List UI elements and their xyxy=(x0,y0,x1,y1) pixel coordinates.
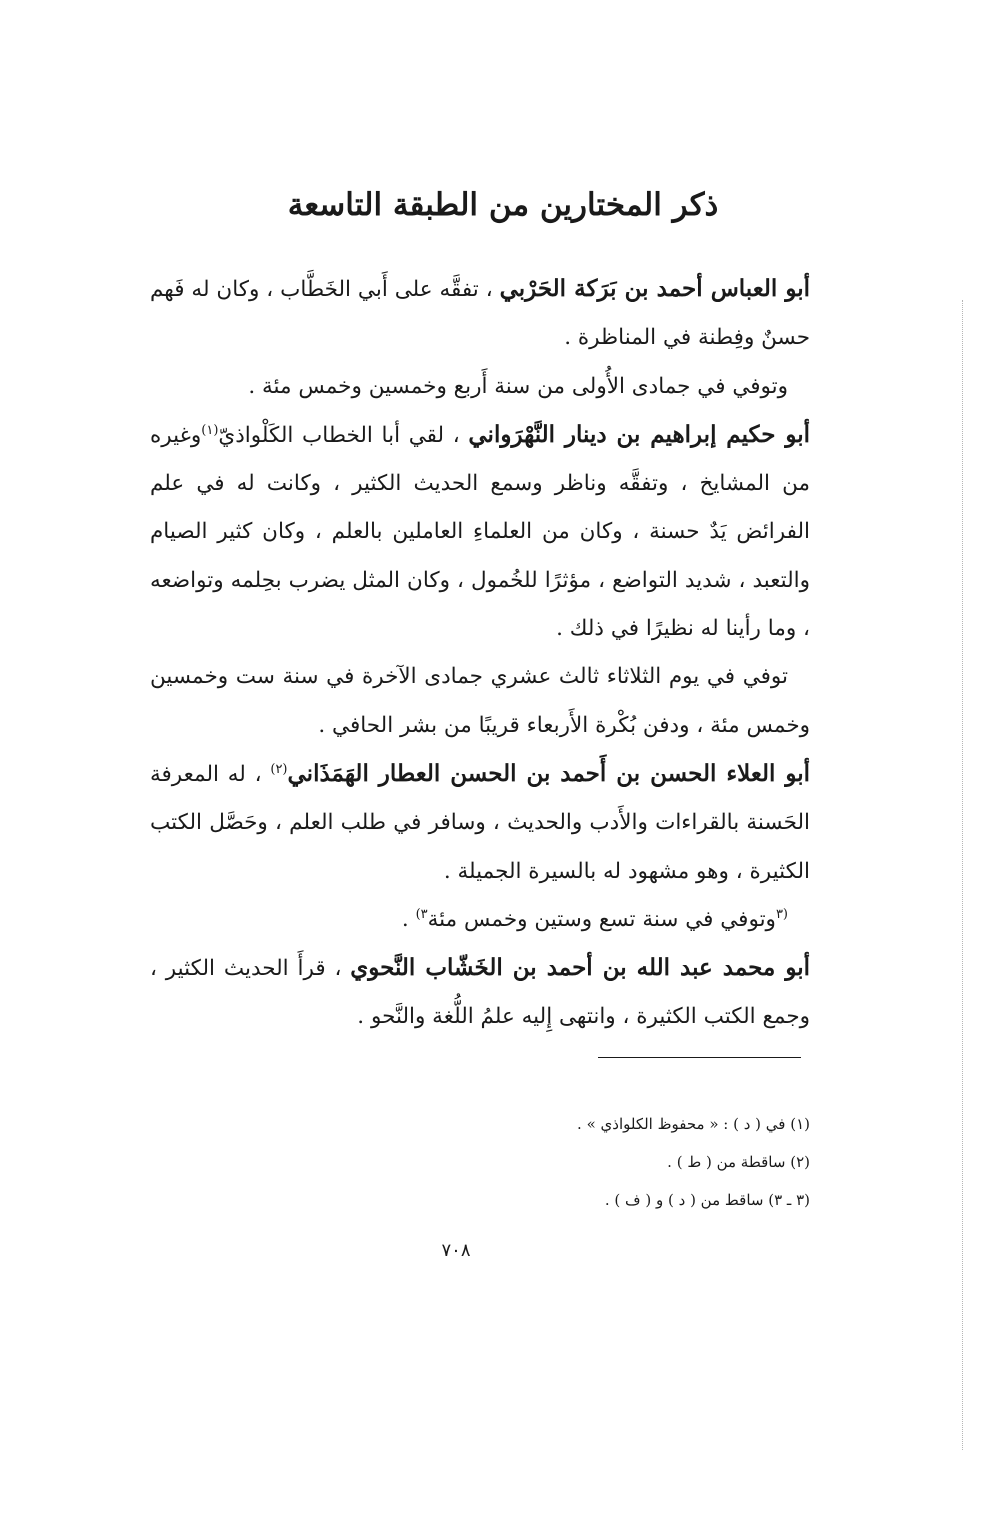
entry-text: ، لقي أبا الخطاب الكَلْواذيّ xyxy=(218,422,469,448)
death-paragraph xyxy=(150,363,810,411)
entry-paragraph xyxy=(150,411,810,653)
person-name: أبو محمد عبد الله بن أحمد بن الخَشّاب النَّحوي xyxy=(350,954,810,982)
chapter-heading: ذكر المختارين من الطبقة التاسعة xyxy=(287,187,719,223)
footnote: (٣ ـ ٣) ساقط من ( د ) و ( ف ) . xyxy=(604,1191,810,1209)
entry-text: وتوفي في سنة تسع وستين وخمس مئة xyxy=(427,906,776,932)
entry-text: ، قرأَ الحديث الكثير ، وجمع الكتب الكثيرة ، وانتهى إِليه علمُ اللُّغة والنَّحو . xyxy=(150,956,810,1030)
entry-text: ، تفقَّه على أَبي الخَطَّاب ، وكان له فَهم حسنٌ وفِطنة في المناظرة . xyxy=(150,277,810,351)
person-name: أبو العباس أحمد بن بَرَكة الحَرْبي xyxy=(499,275,810,302)
person-name: أبو حكيم إبراهيم بن دينار النَّهْرَواني xyxy=(468,420,810,448)
footnote-marker: (١) xyxy=(201,422,219,438)
person-name: أبو العلاء الحسن بن أَحمد بن الحسن العطار الهَمَذَاني xyxy=(287,759,810,787)
footnote-marker: (٢) xyxy=(270,761,288,777)
entry-text: وتوفي في جمادى الأُولى من سنة أَربع وخمسين وخمس مئة . xyxy=(248,373,788,399)
footnote-marker: ٣) xyxy=(415,906,428,922)
entry-paragraph xyxy=(150,944,810,1042)
entry-paragraph xyxy=(150,265,810,363)
death-paragraph xyxy=(150,653,810,750)
footnote-marker: (٣ xyxy=(775,906,788,922)
footnotes xyxy=(400,1105,810,1219)
footnote: (٢) ساقطة من ( ط ) . xyxy=(667,1153,810,1171)
main-text xyxy=(150,265,810,1042)
entry-text: . xyxy=(401,906,416,932)
footnote: (١) في ( د ) : « محفوظ الكلواذي » . xyxy=(577,1115,810,1133)
entry-paragraph xyxy=(150,750,810,896)
death-paragraph xyxy=(150,896,810,944)
scan-edge xyxy=(962,300,963,1450)
page-number: ٧٠٨ xyxy=(441,1240,471,1261)
footnote-separator xyxy=(598,1057,801,1058)
entry-text: توفي في يوم الثلاثاء ثالث عشري جمادى الآخرة في سنة ست وخمسين وخمس مئة ، ودفن بُكْرة الأَربعاء قريبًا من بشر الحافي . xyxy=(150,664,810,738)
entry-text: وغيره من المشايخ ، وتفقَّه وناظر وسمع الحديث الكثير ، وكانت له في علم الفرائض يَدٌ حسنة ، وكان من العلماءِ العاملين بالعلم ، وكان كثير الصيام والتعبد ، شديد التواضع ، مؤثرًا للخُمول ، وكان المثل يضرب بحِلمه وتواضعه ، وما رأينا له نظيرًا في ذلك . xyxy=(150,422,810,642)
entry-text: ، له المعرفة الحَسنة بالقراءات والأَدب والحديث ، وسافر في طلب العلم ، وحَصَّل الكتب الكثيرة ، وهو مشهود له بالسيرة الجميلة . xyxy=(150,761,810,884)
